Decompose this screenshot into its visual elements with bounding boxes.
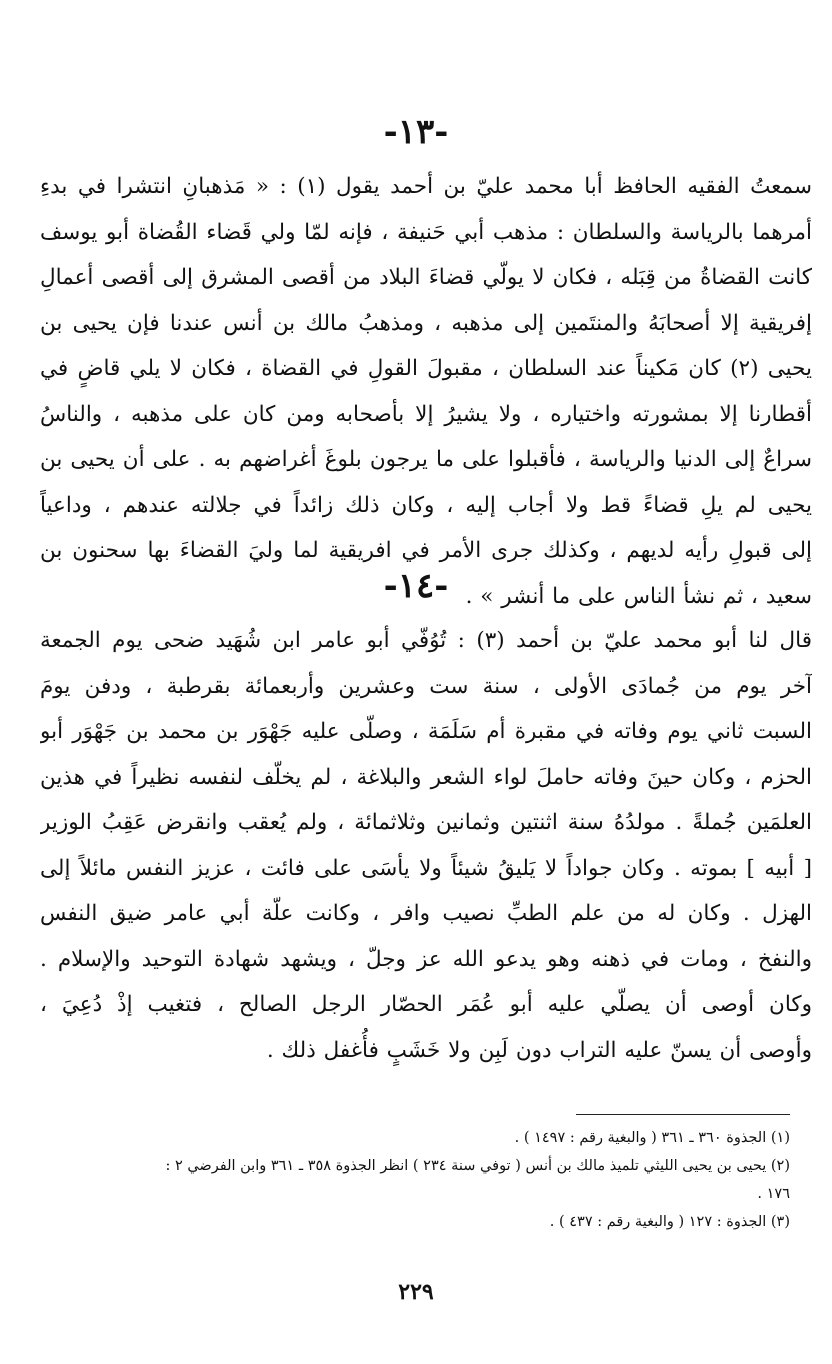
section-13-line: سمعتُ الفقيه الحافظ أبا محمد عليّ بن أحمد يقول (١) : « مَذهبانِ انتشرا في بدءِ xyxy=(40,174,812,199)
section-14-line: الحزم ، وكان حينَ وفاته حاملَ لواء الشعر والبلاغة ، لم يخلّف لنفسه نظيراً في هذين xyxy=(40,764,812,790)
section-13-line: سعيد ، ثم نشأ الناس على ما أنشر » . xyxy=(465,583,812,609)
section-14-line: وكان أوصى أن يصلّي عليه أبو عُمَر الحصّار الرجل الصالح ، فتغيب إذْ دُعِيَ ، xyxy=(40,992,812,1017)
footnotes xyxy=(24,1124,790,1236)
section-13-line: كانت القضاةُ من قِبَله ، فكان لا يولّي قضاءَ البلاد من أقصى المشرق إلى أقصى أعمالِ xyxy=(40,265,812,290)
page-number: ٢٢٩ xyxy=(398,1279,434,1305)
section-13-line: أقطارنا إلا بمشورته واختياره ، ولا يشيرُ إلا بأصحابه ومن كان على مذهبه ، والناسُ xyxy=(40,401,812,427)
footnote-2: (٢) يحيى بن يحيى الليثي تلميذ مالك بن أنس ( توفي سنة ٢٣٤ ) انظر الجذوة ٣٥٨ ـ ٣٦١ وابن الفرضي ٢ : xyxy=(165,1158,790,1174)
section-13-line: سراعٌ إلى الدنيا والرياسة ، فأقبلوا على ما يرجون بلوغَ أغراضهم به . على أن يحيى بن xyxy=(40,447,812,472)
footnote-2-continuation: ١٧٦ . xyxy=(757,1186,790,1202)
section-14-line: آخر يوم من جُمادَى الأولى ، سنة ست وعشرين وأربعمائة بقرطبة ، ودفن يومَ xyxy=(40,673,812,699)
footnote-3: (٣) الجذوة : ١٢٧ ( والبغية رقم : ٤٣٧ ) . xyxy=(549,1214,790,1230)
section-14-line: [ أبيه ] بموته . وكان جواداً لا يَليقُ شيئاً ولا يأسَى على فائت ، عزيز النفس مائلاً إلى xyxy=(40,855,812,881)
section-14-line: السبت ثاني يوم وفاته في مقبرة أم سَلَمَة ، وصلّى عليه جَهْوَر بن محمد بن جَهْوَر أبو xyxy=(40,719,812,744)
footnote-divider xyxy=(576,1114,790,1115)
section-13-line: إفريقية إلا أصحابَهُ والمنتَمين إلى مذهبه ، ومذهبُ مالك بن أنس عندنا فإن يحيى بن xyxy=(40,310,812,336)
section-number-14: -١٤- xyxy=(383,566,449,606)
section-number-13: -١٣- xyxy=(383,112,449,152)
section-14-line: وأوصى أن يسنّ عليه التراب دون لَبِن ولا خَشَبٍ فأُغفل ذلك . xyxy=(266,1037,812,1063)
section-13-line: يحيى (٢) كان مَكيناً عند السلطان ، مقبولَ القولِ في القضاة ، فكان لا يلي قاضٍ في xyxy=(40,356,812,381)
section-13-line: إلى قبولِ رأيه لديهم ، وكذلك جرى الأمر في افريقية لما وليَ القضاءَ بها سحنون بن xyxy=(40,538,812,563)
section-13-body xyxy=(40,164,812,619)
section-14-line: قال لنا أبو محمد عليّ بن أحمد (٣) : تُوُفّي أبو عامر ابن شُهَيد ضحى يوم الجمعة xyxy=(40,628,812,653)
section-14-line: والنفخ ، ومات في ذهنه وهو يدعو الله عز وجلّ ، ويشهد شهادة التوحيد والإسلام . xyxy=(40,946,812,972)
footnote-1: (١) الجذوة ٣٦٠ ـ ٣٦١ ( والبغية رقم : ١٤٩٧ ) . xyxy=(514,1130,790,1146)
section-14-line: الهزل . وكان له من علم الطبِّ نصيب وافر ، وكانت علّة أبي عامر ضيق النفس xyxy=(40,901,812,926)
section-13-line: يحيى لم يلِ قضاءً قط ولا أجاب إليه ، وكان ذلك زائداً في جلالته عندهم ، وداعياً xyxy=(40,492,812,518)
section-14-line: العلمَين جُملةً . مولدُهُ سنة اثنتين وثمانين وثلاثمائة ، ولم يُعقب وانقرض عَقِبُ الوزير xyxy=(40,810,812,835)
section-13-line: أمرهما بالرياسة والسلطان : مذهب أبي حَنيفة ، فإنه لمّا ولي قَضاء القُضاة أبو يوسف xyxy=(40,219,812,245)
section-14-body xyxy=(40,618,812,1073)
